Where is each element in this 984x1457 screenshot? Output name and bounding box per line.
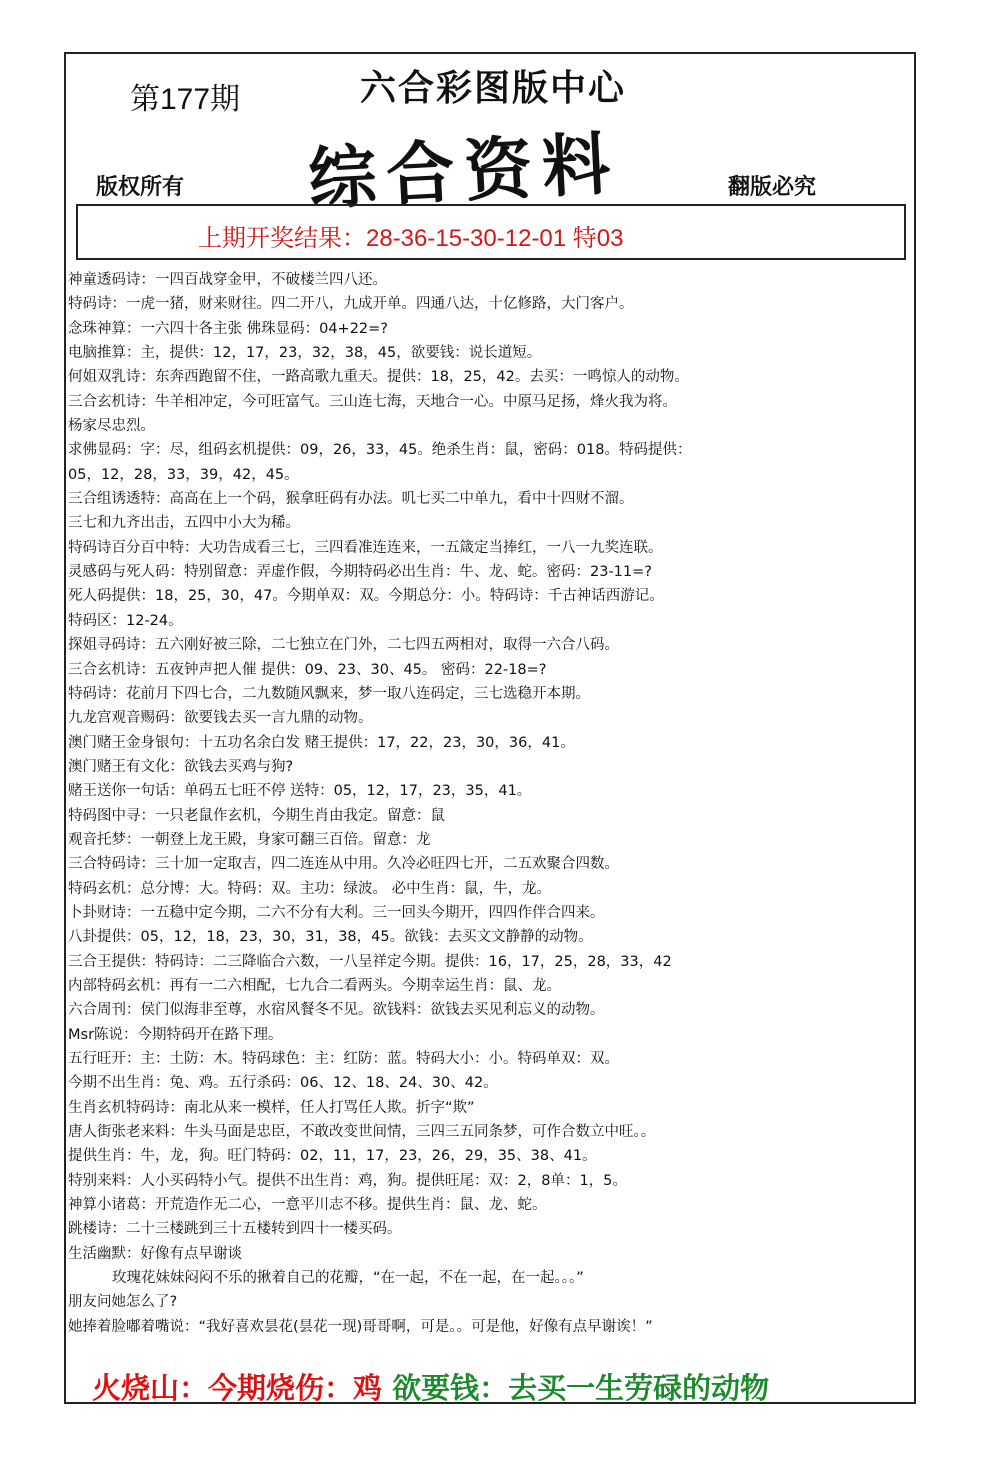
content-line: 六合周刊：侯门似海非至尊，水宿风餐冬不见。欲钱料：欲钱去买见利忘义的动物。 xyxy=(68,1002,605,1019)
content-line: 内部特码玄机：再有一二六相配，七九合二看两头。今期幸运生肖：鼠、龙。 xyxy=(68,977,561,994)
content-line: 跳楼诗：二十三楼跳到三十五楼转到四十一楼买码。 xyxy=(68,1221,402,1238)
content-line: 特别来料：人小买码特小气。提供不出生肖：鸡，狗。提供旺尾：双：2，8单：1，5。 xyxy=(68,1172,627,1189)
last-result: 上期开奖结果：28-36-15-30-12-01 特03 xyxy=(198,225,624,252)
content-line: 探姐寻码诗：五六刚好被三除，二七独立在门外，二七四五两相对，取得一六合八码。 xyxy=(68,637,619,654)
content-line: 五行旺开：主：土防：木。特码球色：主：红防：蓝。特码大小：小。特码单双：双。 xyxy=(68,1051,619,1067)
content-line: 神童透码诗：一四百战穿金甲，不破楼兰四八还。 xyxy=(68,272,387,288)
content-line: 提供生肖：牛，龙，狗。旺门特码：02，11，17，23，26，29，35、38、41。 xyxy=(68,1148,597,1165)
content-line: 唐人街张老来料：牛头马面是忠臣，不敢改变世间情，三四三五同条梦，可作合数立中旺。。 xyxy=(68,1124,656,1141)
content-line: 卜卦财诗：一五稳中定今期，二六不分有大利。三一回头今期开，四四作伴合四来。 xyxy=(68,904,605,921)
issue-number: 第177期 xyxy=(130,83,241,116)
content-line: 电脑推算：主，提供：12，17，23，32，38，45，欲要钱：说长道短。 xyxy=(68,345,542,362)
content-line: 05，12，28，33，39，42，45。 xyxy=(68,466,299,483)
content-line: 今期不出生肖：兔、鸡。五行杀码：06、12、18、24、30、42。 xyxy=(68,1075,498,1092)
footer-money-text: 欲要钱：去买一生劳碌的动物 xyxy=(392,1371,770,1405)
content-line: 特码诗：花前月下四七合，二九数随风飘来，梦一取八连码定，三七选稳开本期。 xyxy=(68,685,590,702)
content-line: 杨家尽忠烈。 xyxy=(68,418,155,435)
footer-fire-text: 火烧山：今期烧伤：鸡 xyxy=(92,1371,383,1405)
content-line: 三合玄机诗：牛羊相冲定，今可旺富气。三山连七海，天地合一心。中原马足扬，烽火我为将。 xyxy=(68,393,677,410)
content-line: 三合王提供：特码诗：二三降临合六数，一八呈祥定今期。提供：16，17，25，28，33，42 xyxy=(68,953,672,970)
content-line: 生肖玄机特码诗：南北从来一模样，任人打骂任人欺。折字“欺” xyxy=(68,1099,475,1116)
content-lines xyxy=(68,268,910,1339)
content-line: 灵感码与死人码：特别留意：弄虚作假，今期特码必出生肖：牛、龙、蛇。密码：23-11=? xyxy=(68,564,652,581)
main-title: 综合资料 xyxy=(306,123,623,221)
content-line: 赌王送你一句话：单码五七旺不停 送特：05，12，17，23，35，41。 xyxy=(68,783,532,800)
content-line: 求佛显码：字：尽，组码玄机提供：09，26，33，45。绝杀生肖：鼠，密码：018。特码提供： xyxy=(68,442,692,459)
content-line: 玫瑰花妹妹闷闷不乐的揪着自己的花瓣，“在一起，不在一起，在一起。。。” xyxy=(112,1270,584,1287)
content-line: 她捧着脸嘟着嘴说：“我好喜欢昙花(昙花一现)哥哥啊，可是。。可是他，好像有点早谢诶！” xyxy=(68,1318,653,1335)
content-line: 神算小诸葛：开荒造作无二心，一意平川志不移。提供生肖：鼠、龙、蛇。 xyxy=(68,1197,547,1214)
content-line: 观音托梦：一朝登上龙王殿，身家可翻三百倍。留意：龙 xyxy=(68,831,431,848)
copyright-note: 版权所有 xyxy=(96,174,185,200)
content-line: 死人码提供：18，25，30，47。今期单双：双。今期总分：小。特码诗：千古神话西游记。 xyxy=(68,588,664,605)
content-line: 生活幽默：好像有点早谢谈 xyxy=(68,1245,242,1262)
content-line: 念珠神算：一六四十各主张 佛珠显码：04+22=? xyxy=(68,320,389,337)
content-line: 三合玄机诗：五夜钟声把人催 提供：09、23、30、45。 密码：22-18=? xyxy=(68,661,547,678)
footer-banner xyxy=(92,1366,769,1407)
content-line: 九龙宫观音赐码：欲要钱去买一言九鼎的动物。 xyxy=(68,710,373,727)
content-line: Msr陈说：今期特码开在路下理。 xyxy=(68,1026,283,1043)
content-line: 八卦提供：05，12，18，23，30，31，38，45。欲钱：去买文文静静的动物。 xyxy=(68,929,593,946)
piracy-note: 翻版必究 xyxy=(728,174,817,200)
top-title: 六合彩图版中心 xyxy=(360,67,627,109)
content-line: 澳门赌王有文化：欲钱去买鸡与狗? xyxy=(68,758,294,775)
content-line: 澳门赌王金身银句：十五功名余白发 赌王提供：17，22，23，30，36，41。 xyxy=(68,734,575,751)
content-line: 三七和九齐出击，五四中小大为稀。 xyxy=(68,515,300,532)
content-line: 特码玄机：总分博：大。特码：双。主功：绿波。 必中生肖：鼠，牛，龙。 xyxy=(68,880,552,897)
content-line: 何姐双乳诗：东奔西跑留不住，一路高歌九重天。提供：18，25，42。去买：一鸣惊人的动物。 xyxy=(68,369,689,386)
content-line: 特码区：12-24。 xyxy=(68,612,183,629)
content-line: 特码诗：一虎一猪，财来财往。四二开八，九成开单。四通八达，十亿修路，大门客户。 xyxy=(68,296,634,313)
content-line: 朋友问她怎么了? xyxy=(68,1294,178,1311)
content-line: 三合特码诗：三十加一定取吉，四二连连从中用。久冷必旺四七开，二五欢聚合四数。 xyxy=(68,856,619,873)
content-line: 三合组诱透特：高高在上一个码，猴拿旺码有办法。叽七买二中单九，看中十四财不溜。 xyxy=(68,491,634,508)
content-line: 特码诗百分百中特：大功告成看三七，三四看准连连来，一五箴定当捧红，一八一九奖连联。 xyxy=(68,539,663,556)
content-line: 特码图中寻：一只老鼠作玄机，今期生肖由我定。留意：鼠 xyxy=(68,807,445,824)
